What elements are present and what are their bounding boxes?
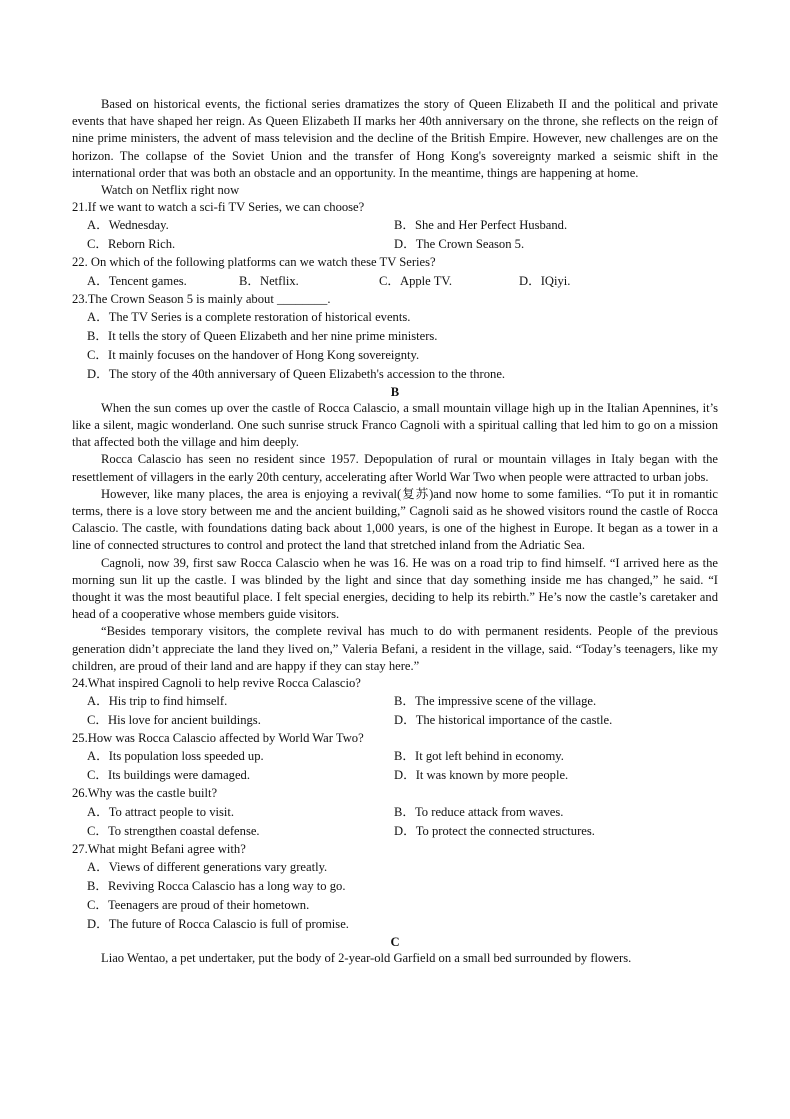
q22-option-c[interactable]: C．Apple TV. <box>379 273 453 288</box>
question-22-options <box>72 272 718 291</box>
q23-option-d[interactable]: D．The story of the 40th anniversary of Queen Elizabeth's accession to the throne. <box>87 366 506 381</box>
q24-option-b[interactable]: B．The impressive scene of the village. <box>394 694 597 709</box>
question-21-options-row-2 <box>72 235 718 254</box>
q23-option-a[interactable]: A．The TV Series is a complete restoration of historical events. <box>87 309 411 324</box>
q27-option-c[interactable]: C．Teenagers are proud of their hometown. <box>87 897 310 912</box>
q26-option-b[interactable]: B．To reduce attack from waves. <box>394 804 564 819</box>
q22-option-b[interactable]: B．Netflix. <box>239 273 299 288</box>
section-b-paragraph-5: “Besides temporary visitors, the complete revival has much to do with permanent residents. People of the previous generation didn’t appreciate the land they lived on,” Valeria Befani, a resident in the village, said. “Today’s teenagers, like my children, are proud of their land and are happy if they can stay here.” <box>72 624 718 673</box>
question-26-options-row-2 <box>72 822 718 841</box>
question-24-options-row-2 <box>72 711 718 730</box>
q25-option-b[interactable]: B．It got left behind in economy. <box>394 749 564 764</box>
q21-option-c[interactable]: C．Reborn Rich. <box>87 237 176 252</box>
section-c-heading: C <box>390 934 400 949</box>
question-27-stem: 27.What might Befani agree with? <box>72 841 246 856</box>
exam-page <box>72 96 718 967</box>
passage-a-paragraph: Based on historical events, the fictional series dramatizes the story of Queen Elizabeth II and the political and private events that have shaped her reign. As Queen Elizabeth II marks her 40th anniversary on the throne, she reflects on the reign of nine prime ministers, the advent of mass television and the decline of the British Empire. However, new challenges are on the horizon. The collapse of the Soviet Union and the transfer of Hong Kong's sovereignty marked a seismic shift in the international order that was both an obstacle and an opportunity. In the meantime, things are happening at home. <box>72 97 718 180</box>
q24-option-c[interactable]: C．His love for ancient buildings. <box>87 713 261 728</box>
q26-option-d[interactable]: D．To protect the connected structures. <box>394 823 595 838</box>
section-b-heading: B <box>390 384 400 399</box>
q23-option-c[interactable]: C．It mainly focuses on the handover of Hong Kong sovereignty. <box>87 347 420 362</box>
question-22-stem: 22. On which of the following platforms can we watch these TV Series? <box>72 255 436 270</box>
q22-option-d[interactable]: D．IQiyi. <box>519 273 571 288</box>
question-25-options-row-2 <box>72 766 718 785</box>
q24-option-d[interactable]: D．The historical importance of the castle. <box>394 713 613 728</box>
q27-option-b[interactable]: B．Reviving Rocca Calascio has a long way to go. <box>87 878 346 893</box>
section-b-paragraph-1: When the sun comes up over the castle of Rocca Calascio, a small mountain village high up in the Italian Apennines, it’s like a silent, magic wonderland. One such sunrise struck Franco Cagnoli with a spiritual calling that led him to go on a mission that affected both the village and him deeply. <box>72 400 718 450</box>
question-26-stem: 26.Why was the castle built? <box>72 786 218 801</box>
q27-option-d[interactable]: D．The future of Rocca Calascio is full of promise. <box>87 916 349 931</box>
q21-option-a[interactable]: A．Wednesday. <box>87 218 169 233</box>
section-b-paragraph-4: Cagnoli, now 39, first saw Rocca Calascio when he was 16. He was on a road trip to find himself. “I arrived here as the morning sun lit up the castle. I was blinded by the light and since that day something inside me has changed,” he said. “I thought it was the most beautiful place. I felt special energies, deciding to help its rebirth.” He’s now the castle’s caretaker and head of a cooperative whose members guide visitors. <box>72 555 718 622</box>
question-23-stem: 23.The Crown Season 5 is mainly about ________. <box>72 291 331 306</box>
q23-option-b[interactable]: B．It tells the story of Queen Elizabeth and her nine prime ministers. <box>87 328 438 343</box>
q25-option-d[interactable]: D．It was known by more people. <box>394 768 569 783</box>
q27-option-a[interactable]: A．Views of different generations vary greatly. <box>87 859 328 874</box>
question-24-stem: 24.What inspired Cagnoli to help revive Rocca Calascio? <box>72 676 361 691</box>
q21-option-d[interactable]: D．The Crown Season 5. <box>394 237 525 252</box>
q22-option-a[interactable]: A．Tencent games. <box>87 273 187 288</box>
question-21-options-row-1 <box>72 216 718 235</box>
q24-option-a[interactable]: A．His trip to find himself. <box>87 694 228 709</box>
q25-option-c[interactable]: C．Its buildings were damaged. <box>87 768 250 783</box>
question-26-options-row-1 <box>72 803 718 822</box>
question-21-stem: 21.If we want to watch a sci-fi TV Series, we can choose? <box>72 200 365 215</box>
q26-option-c[interactable]: C．To strengthen coastal defense. <box>87 823 260 838</box>
q26-option-a[interactable]: A．To attract people to visit. <box>87 804 235 819</box>
watch-note: Watch on Netflix right now <box>101 183 240 198</box>
section-c-paragraph-1: Liao Wentao, a pet undertaker, put the body of 2-year-old Garfield on a small bed surrounded by flowers. <box>101 950 632 965</box>
section-b-paragraph-2: Rocca Calascio has seen no resident since 1957. Depopulation of rural or mountain villages in Italy began with the resettlement of villagers in the early 20th century, accelerating after World War Two when people were attracted to urban jobs. <box>72 452 718 484</box>
q21-option-b[interactable]: B．She and Her Perfect Husband. <box>394 218 568 233</box>
question-24-options-row-1 <box>72 692 718 711</box>
question-25-stem: 25.How was Rocca Calascio affected by World War Two? <box>72 731 364 746</box>
q25-option-a[interactable]: A．Its population loss speeded up. <box>87 749 264 764</box>
question-25-options-row-1 <box>72 747 718 766</box>
section-b-paragraph-3: However, like many places, the area is enjoying a revival(复苏)and now home to some families. “To put it in romantic terms, there is a love story between me and the ancient building,” Cagnoli said as he showed visitors round the castle of Rocca Calascio. The castle, with foundations dating back about 1,000 years, is one of the highest in Europe. It began as a tower in a line of connected structures to control and protect the land that stretched inland from the Adriatic Sea. <box>72 486 718 553</box>
